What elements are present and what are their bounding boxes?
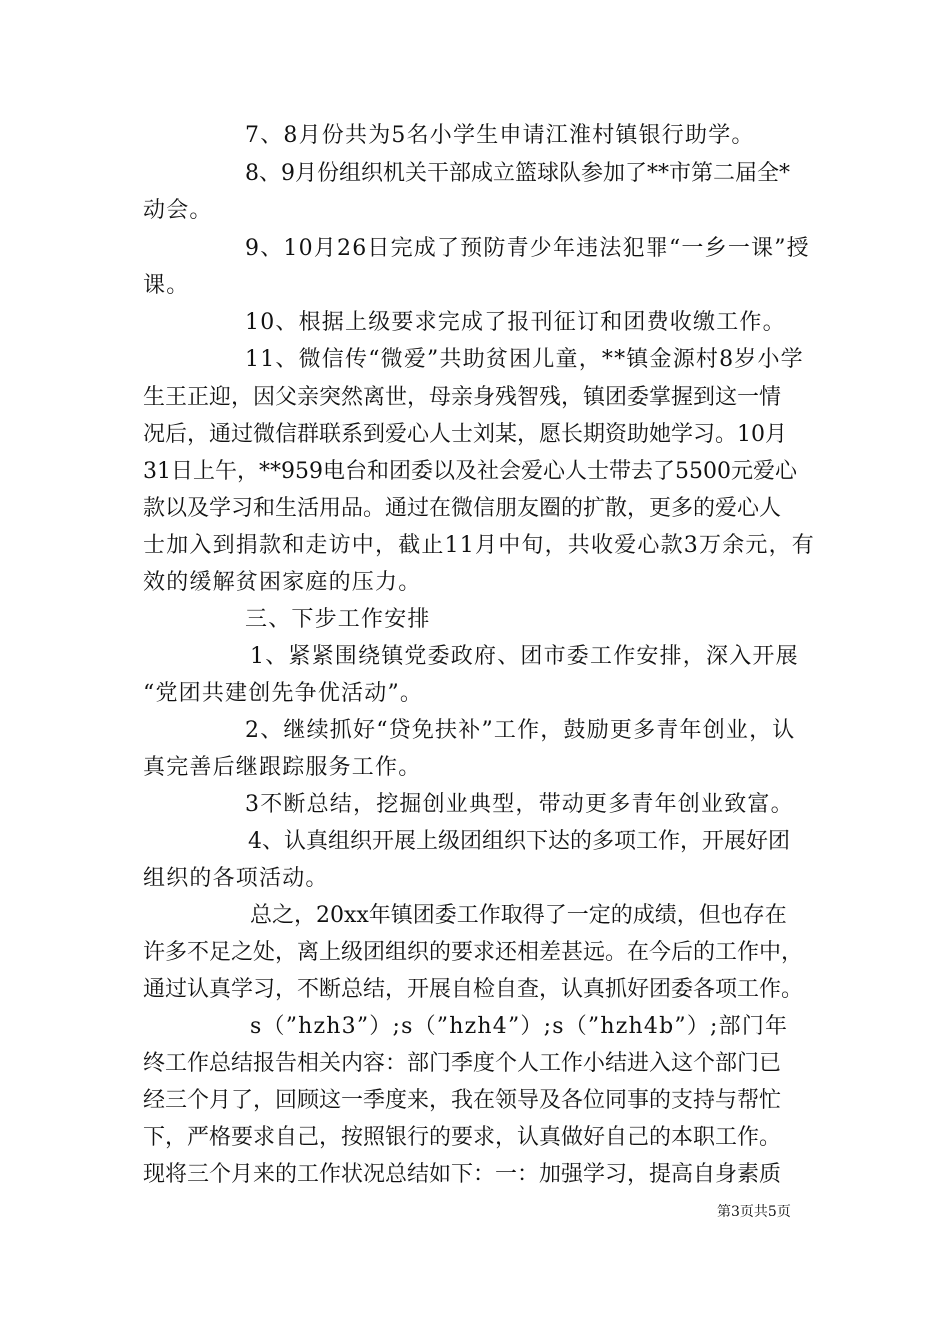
text-line: 现将三个月来的工作状况总结如下：一：加强学习，提高自身素质 [143,1162,782,1187]
text-line: 7、8月份共为5名小学生申请江淮村镇银行助学。 [245,123,755,148]
text-line: 2、继续抓好“贷免扶补”工作，鼓励更多青年创业，认 [245,718,796,743]
text-line: 真完善后继跟踪服务工作。 [143,755,422,780]
text-line: 9、10月26日完成了预防青少年违法犯罪“一乡一课”授 [245,236,810,261]
text-line: s（”hzh3”）;s（”hzh4”）;s（”hzh4b”）;部门年 [250,1014,789,1039]
text-line: 动会。 [143,198,213,223]
text-line: 总之，20xx年镇团委工作取得了一定的成绩，但也存在 [250,903,787,928]
text-line: 课。 [143,273,190,298]
text-line: 效的缓解贫困家庭的压力。 [143,570,422,595]
text-line: 况后，通过微信群联系到爱心人士刘某，愿长期资助她学习。10月 [143,422,787,447]
text-line: 10、根据上级要求完成了报刊征订和团费收缴工作。 [245,310,786,335]
page-number: 第3页共5页 [717,1204,791,1220]
text-line: 3不断总结，挖掘创业典型，带动更多青年创业致富。 [245,792,794,817]
text-line: 通过认真学习，不断总结，开展自检自查，认真抓好团委各项工作。 [143,977,804,1002]
text-line: 4、认真组织开展上级团组织下达的多项工作，开展好团 [248,829,790,854]
text-line: 经三个月了，回顾这一季度来，我在领导及各位同事的支持与帮忙 [143,1088,782,1113]
text-line: 11、微信传“微爱”共助贫困儿童，**镇金源村8岁小学 [245,347,804,372]
section-heading: 三、下步工作安排 [245,607,431,632]
text-line: 组织的各项活动。 [143,866,329,891]
text-line: “党团共建创先争优活动”。 [143,681,424,706]
text-line: 下，严格要求自己，按照银行的要求，认真做好自己的本职工作。 [143,1125,782,1150]
text-line: 款以及学习和生活用品。通过在微信朋友圈的扩散，更多的爱心人 [143,496,782,521]
text-line: 士加入到捐款和走访中，截止11月中旬，共收爱心款3万余元，有 [143,533,815,558]
text-line: 31日上午，**959电台和团委以及社会爱心人士带去了5500元爱心 [143,459,797,484]
text-line: 许多不足之处，离上级团组织的要求还相差甚远。在今后的工作中， [143,940,804,965]
text-line: 生王正迎，因父亲突然离世，母亲身残智残，镇团委掌握到这一情 [143,385,782,410]
text-line: 终工作总结报告相关内容：部门季度个人工作小结进入这个部门已 [143,1051,782,1076]
text-line: 1、紧紧围绕镇党委政府、团市委工作安排，深入开展 [250,644,799,669]
text-line: 8、9月份组织机关干部成立篮球队参加了**市第二届全* [245,161,790,186]
